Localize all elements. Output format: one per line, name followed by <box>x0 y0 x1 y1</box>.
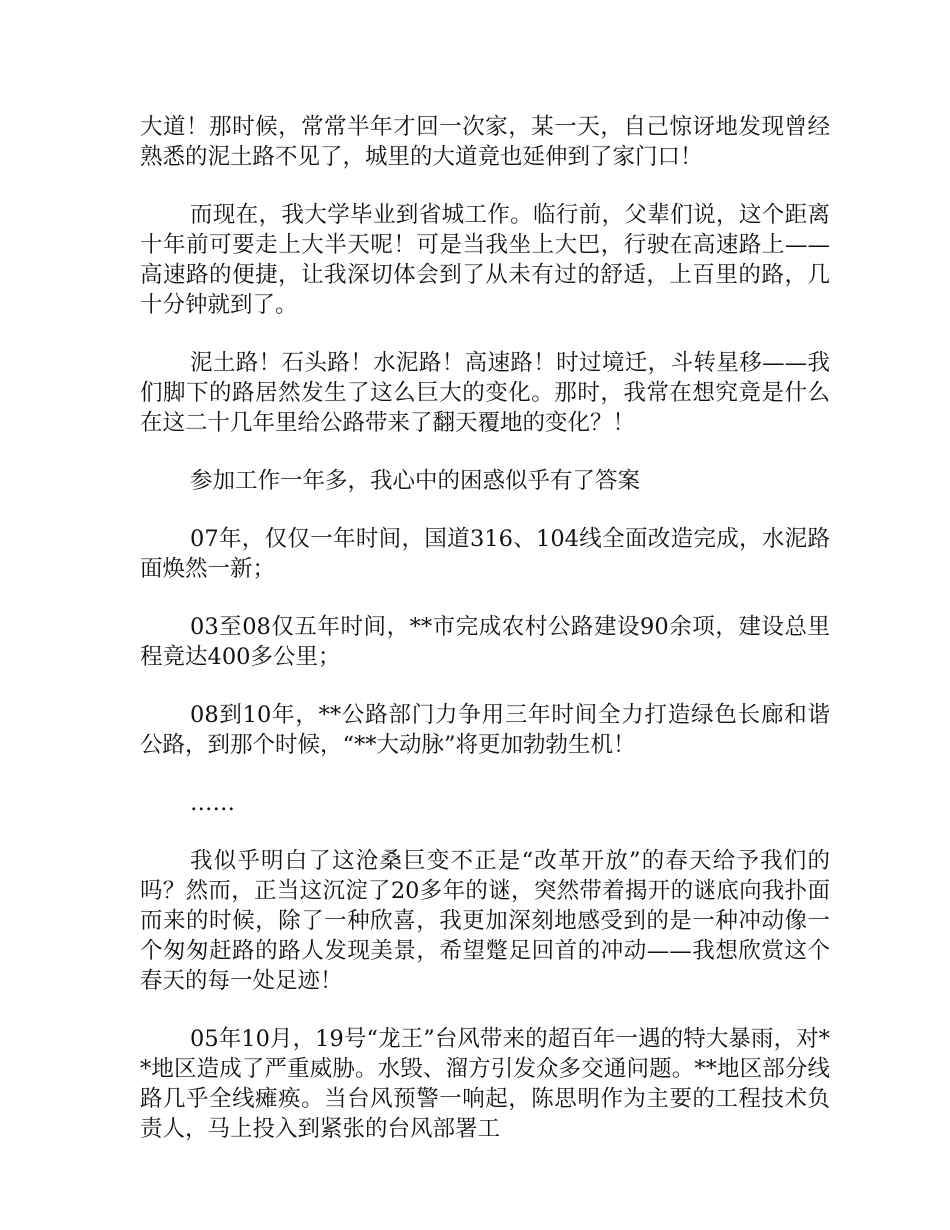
document-page <box>140 112 830 1144</box>
paragraph-3: 泥土路！石头路！水泥路！高速路！时过境迁，斗转星移——我们脚下的路居然发生了这么巨大的变化。那时，我常在想究竟是什么在这二十几年里给公路带来了翻天覆地的变化？！ <box>140 350 830 436</box>
paragraph-10: 05年10月，19号“龙王”台风带来的超百年一遇的特大暴雨，对**地区造成了严重威胁。水毁、溜方引发众多交通问题。**地区部分线路几乎全线瘫痪。当台风预警一响起，陈思明作为主要的工程技术负责人，马上投入到紧张的台风部署工 <box>140 1026 830 1142</box>
paragraph-2: 而现在，我大学毕业到省城工作。临行前，父辈们说，这个距离十年前可要走上大半天呢！可是当我坐上大巴，行驶在高速路上——高速路的便捷，让我深切体会到了从未有过的舒适，上百里的路，几十分钟就到了。 <box>140 202 830 318</box>
paragraph-6: 03至08仅五年时间，**市完成农村公路建设90余项，建设总里程竟达400多公里； <box>140 614 830 670</box>
paragraph-4: 参加工作一年多，我心中的困惑似乎有了答案 <box>190 468 641 494</box>
paragraph-8-ellipsis: …… <box>190 790 235 816</box>
paragraph-7: 08到10年，**公路部门力争用三年时间全力打造绿色长廊和谐公路，到那个时候，“**大动脉”将更加勃勃生机！ <box>140 702 830 758</box>
paragraph-1: 大道！那时候，常常半年才回一次家，某一天，自己惊讶地发现曾经熟悉的泥土路不见了，城里的大道竟也延伸到了家门口！ <box>140 114 830 170</box>
paragraph-5: 07年，仅仅一年时间，国道316、104线全面改造完成，水泥路面焕然一新； <box>140 526 830 582</box>
paragraph-9: 我似乎明白了这沧桑巨变不正是“改革开放”的春天给予我们的吗？然而，正当这沉淀了20多年的谜，突然带着揭开的谜底向我扑面而来的时候，除了一种欣喜，我更加深刻地感受到的是一种冲动像一个匆匆赶路的路人发现美景，希望蹩足回首的冲动——我想欣赏这个春天的每一处足迹！ <box>140 848 830 994</box>
